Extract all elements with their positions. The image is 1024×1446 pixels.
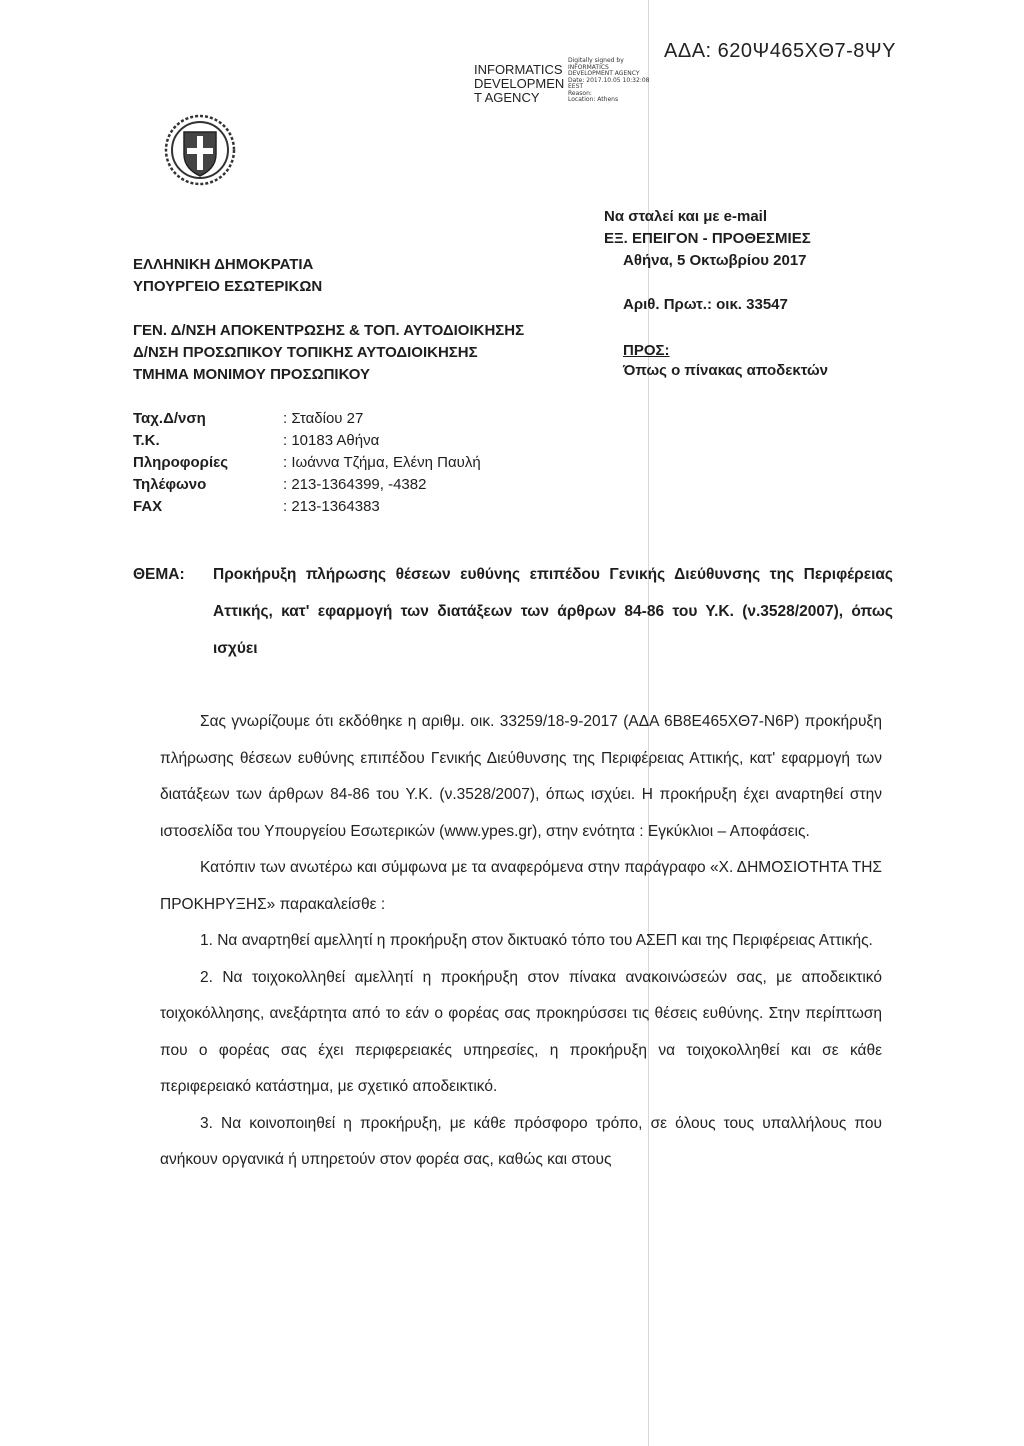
body-list-item: 1. Να αναρτηθεί αμελλητί η προκήρυξη στον δικτυακό τόπο του ΑΣΕΠ και της Περιφέρειας Αττικής. bbox=[200, 932, 873, 949]
letter-body bbox=[160, 704, 882, 1179]
subject-text: Προκήρυξη πλήρωσης θέσεων ευθύνης επιπέδου Γενικής Διεύθυνσης της Περιφέρειας Αττικής, κατ' εφαρμογή των διατάξεων των άρθρων 84-86 του Υ.Κ. (ν.3528/2007), όπως ισχύει bbox=[213, 566, 893, 657]
contact-label: Τηλέφωνο bbox=[133, 476, 207, 493]
subject-label: ΘΕΜΑ: bbox=[133, 566, 185, 583]
contact-value: : Ιωάννα Τζήμα, Ελένη Παυλή bbox=[283, 454, 481, 471]
contact-details bbox=[133, 408, 481, 518]
body-list-item: 3. Να κοινοποιηθεί η προκήρυξη, με κάθε πρόσφορο τρόπο, σε όλους τους υπαλλήλους που ανήκουν οργανικά ή υπηρετούν στον φορέα σας, καθώς και στους bbox=[160, 1114, 882, 1168]
signature-agency-line: INFORMATICS bbox=[474, 62, 563, 77]
contact-row bbox=[133, 474, 481, 496]
contact-row bbox=[133, 408, 481, 430]
signature-detail-line: INFORMATICS bbox=[568, 63, 609, 71]
contact-label: Ταχ.Δ/νση bbox=[133, 410, 206, 427]
contact-row bbox=[133, 452, 481, 474]
body-paragraph: Κατόπιν των ανωτέρω και σύμφωνα με τα αναφερόμενα στην παράγραφο «Χ. ΔΗΜΟΣΙΟΤΗΤΑ ΤΗΣ ΠΡΟΚΗΡΥΞΗΣ» παρακαλείσθε : bbox=[160, 859, 882, 913]
contact-value: : 213-1364383 bbox=[283, 498, 380, 515]
sender-line: ΥΠΟΥΡΓΕΙΟ ΕΣΩΤΕΡΙΚΩΝ bbox=[133, 278, 323, 295]
signature-detail-line: DEVELOPMENT AGENCY bbox=[568, 70, 640, 77]
contact-row bbox=[133, 496, 481, 518]
contact-value: : 213-1364399, -4382 bbox=[283, 476, 427, 493]
department-line: ΤΜΗΜΑ ΜΟΝΙΜΟΥ ΠΡΟΣΩΠΙΚΟΥ bbox=[133, 366, 370, 383]
ada-code: ΑΔΑ: 620Ψ465ΧΘ7-8ΨΥ bbox=[664, 40, 896, 62]
contact-label: Τ.Κ. bbox=[133, 432, 160, 449]
contact-label: FAX bbox=[133, 498, 163, 515]
signature-details bbox=[568, 58, 649, 104]
send-email-note: Να σταλεί και με e-mail bbox=[604, 208, 768, 225]
signature-agency bbox=[474, 63, 564, 105]
signature-detail-line: Date: 2017.10.05 10:32:08 bbox=[568, 76, 650, 84]
sender-line: ΕΛΛΗΝΙΚΗ ΔΗΜΟΚΡΑΤΙΑ bbox=[133, 256, 314, 273]
signature-agency-line: DEVELOPMEN bbox=[474, 76, 565, 91]
signature-detail-line: EEST bbox=[568, 83, 584, 90]
department-block bbox=[133, 320, 524, 386]
recipient-value: Όπως ο πίνακας αποδεκτών bbox=[623, 362, 828, 379]
department-line: ΓΕΝ. Δ/ΝΣΗ ΑΠΟΚΕΝΤΡΩΣΗΣ & ΤΟΠ. ΑΥΤΟΔΙΟΙΚΗΣΗΣ bbox=[133, 322, 525, 339]
signature-agency-line: T AGENCY bbox=[474, 90, 540, 105]
urgency-note: ΕΞ. ΕΠΕΙΓΟΝ - ΠΡΟΘΕΣΜΙΕΣ bbox=[604, 230, 811, 247]
recipient-label: ΠΡΟΣ: bbox=[623, 342, 670, 359]
letter-date: Αθήνα, 5 Οκτωβρίου 2017 bbox=[623, 252, 807, 269]
subject-block bbox=[133, 556, 893, 667]
body-paragraph: Σας γνωρίζουμε ότι εκδόθηκε η αριθμ. οικ. 33259/18-9-2017 (ΑΔΑ 6Β8Ε465ΧΘ7-Ν6Ρ) προκήρυξη πλήρωσης θέσεων ευθύνης επιπέδου Γενικής Διεύθυνσης της Περιφέρειας Αττικής, κατ' εφαρμογή των διατάξεων των άρθρων 84-86 του Υ.Κ. (ν.3528/2007), όπως ισχύει. Η προκήρυξη έχει αναρτηθεί στην ιστοσελίδα του Υπουργείου Εσωτερικών (www.ypes.gr), στην ενότητα : Εγκύκλιοι – Αποφάσεις. bbox=[160, 713, 882, 840]
signature-detail-line: Reason: bbox=[568, 89, 592, 97]
body-list-item: 2. Να τοιχοκολληθεί αμελλητί η προκήρυξη στον πίνακα ανακοινώσεών σας, με αποδεικτικό τοιχοκόλλησης, ανεξάρτητα από το εάν ο φορέας σας προκηρύσσει τις θέσεις ευθύνης. Στην περίπτωση που ο φορέας σας έχει περιφερειακές υπηρεσίες, η προκήρυξη να τοιχοκολληθεί και σε κάθε περιφερειακό κατάστημα, με σχετικό αποδεικτικό. bbox=[160, 968, 882, 1095]
contact-value: : Σταδίου 27 bbox=[283, 410, 364, 427]
greek-coat-of-arms-icon bbox=[164, 114, 236, 186]
contact-value: : 10183 Αθήνα bbox=[283, 432, 380, 449]
contact-label: Πληροφορίες bbox=[133, 454, 229, 471]
signature-detail-line: Digitally signed by bbox=[568, 57, 624, 64]
sender-block bbox=[133, 254, 322, 298]
protocol-number: Αριθ. Πρωτ.: οικ. 33547 bbox=[623, 296, 788, 313]
contact-row bbox=[133, 430, 481, 452]
department-line: Δ/ΝΣΗ ΠΡΟΣΩΠΙΚΟΥ ΤΟΠΙΚΗΣ ΑΥΤΟΔΙΟΙΚΗΣΗΣ bbox=[133, 344, 478, 361]
signature-detail-line: Location: Athens bbox=[568, 96, 619, 103]
